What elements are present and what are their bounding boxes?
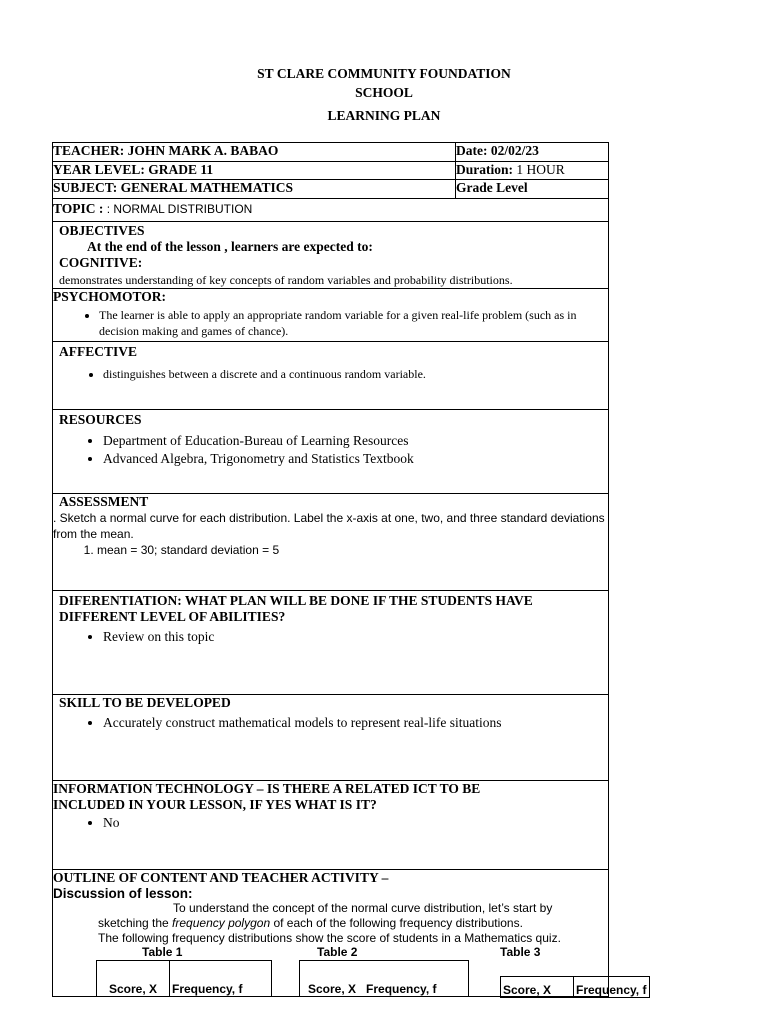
outline-paragraph-1: To understand the concept of the normal curve distribution, let’s start by (173, 901, 553, 915)
topic-value: : NORMAL DISTRIBUTION (106, 202, 253, 216)
table-2-caption: Table 2 (317, 945, 358, 959)
differentiation-heading: DIFERENTIATION: WHAT PLAN WILL BE DONE IF THE STUDENTS HAVE DIFFERENT LEVEL OF ABILITIES? (59, 593, 533, 624)
differentiation-section (53, 591, 609, 695)
outline-paragraph-2: sketching the frequency polygon of each of the following frequency distributions. (98, 916, 523, 930)
school-name-line2: SCHOOL (355, 85, 413, 100)
assessment-heading: ASSESSMENT (59, 494, 149, 509)
affective-section (53, 342, 609, 410)
skill-item: • Accurately construct mathematical models to represent real-life situations (103, 715, 608, 731)
resources-heading: RESOURCES (59, 412, 142, 427)
table-2 (299, 960, 469, 997)
duration-label: Duration: (456, 162, 513, 177)
ict-section (53, 781, 609, 870)
topic-cell (53, 199, 609, 222)
resources-section (53, 410, 609, 494)
table-3 (500, 976, 650, 998)
table-2-header: Score, X Frequency, f (300, 961, 469, 997)
table-3-frequency-header: Frequency, f (574, 977, 650, 998)
cognitive-heading: COGNITIVE: (59, 255, 143, 270)
date-cell: Date: 02/02/23 (456, 143, 609, 162)
differentiation-item: • Review on this topic (103, 629, 608, 645)
affective-item: • distinguishes between a discrete and a continuous random variable. (103, 366, 608, 382)
psychomotor-item: • The learner is able to apply an appropriate random variable for a given real-life problem (such as in decision making and games of chance). (99, 307, 608, 339)
objectives-section (53, 222, 609, 289)
objectives-heading: OBJECTIVES (59, 223, 145, 238)
objectives-intro: At the end of the lesson , learners are expected to: (87, 239, 373, 254)
psychomotor-heading: PSYCHOMOTOR: (53, 289, 167, 304)
table-1 (96, 960, 272, 997)
assessment-item: 1. mean = 30; standard deviation = 5 (97, 542, 608, 558)
duration-cell (456, 162, 609, 180)
ict-heading: INFORMATION TECHNOLOGY – IS THERE A RELATED ICT TO BE INCLUDED IN YOUR LESSON, IF YES WHAT IS IT? (53, 781, 481, 812)
outline-heading: OUTLINE OF CONTENT AND TEACHER ACTIVITY – (53, 870, 389, 885)
table-1-frequency-header: Frequency, f (170, 961, 272, 997)
outline-paragraph-3: The following frequency distributions show the score of students in a Mathematics quiz. (98, 931, 561, 945)
learning-plan-table (52, 142, 609, 997)
assessment-section (53, 494, 609, 591)
document-title: LEARNING PLAN (327, 108, 441, 123)
affective-heading: AFFECTIVE (59, 344, 138, 359)
grade-level-cell: Grade Level (456, 180, 609, 199)
resource-item: • Advanced Algebra, Trigonometry and Statistics Textbook (103, 451, 608, 467)
resource-item: • Department of Education-Bureau of Learning Resources (103, 433, 608, 449)
table-3-score-header: Score, X (501, 977, 574, 998)
school-name: ST CLARE COMMUNITY FOUNDATION (257, 66, 511, 81)
assessment-text: . Sketch a normal curve for each distribution. Label the x-axis at one, two, and three standard deviations from the mean. (53, 511, 605, 541)
year-level-cell: YEAR LEVEL: GRADE 11 (53, 162, 456, 180)
table-1-caption: Table 1 (142, 945, 183, 959)
table-3-caption: Table 3 (500, 945, 541, 959)
subject-cell: SUBJECT: GENERAL MATHEMATICS (53, 180, 456, 199)
table-1-score-header: Score, X (97, 961, 170, 997)
skill-heading: SKILL TO BE DEVELOPED (59, 695, 231, 710)
duration-value: 1 HOUR (513, 162, 565, 177)
topic-label: TOPIC : (53, 201, 107, 216)
skill-section (53, 695, 609, 781)
outline-subheading: Discussion of lesson: (53, 886, 193, 901)
cognitive-text: demonstrates understanding of key concepts of random variables and probability distributions. (59, 273, 513, 287)
ict-item: • No (103, 815, 608, 831)
teacher-cell: TEACHER: JOHN MARK A. BABAO (53, 143, 456, 162)
psychomotor-section (53, 289, 609, 342)
